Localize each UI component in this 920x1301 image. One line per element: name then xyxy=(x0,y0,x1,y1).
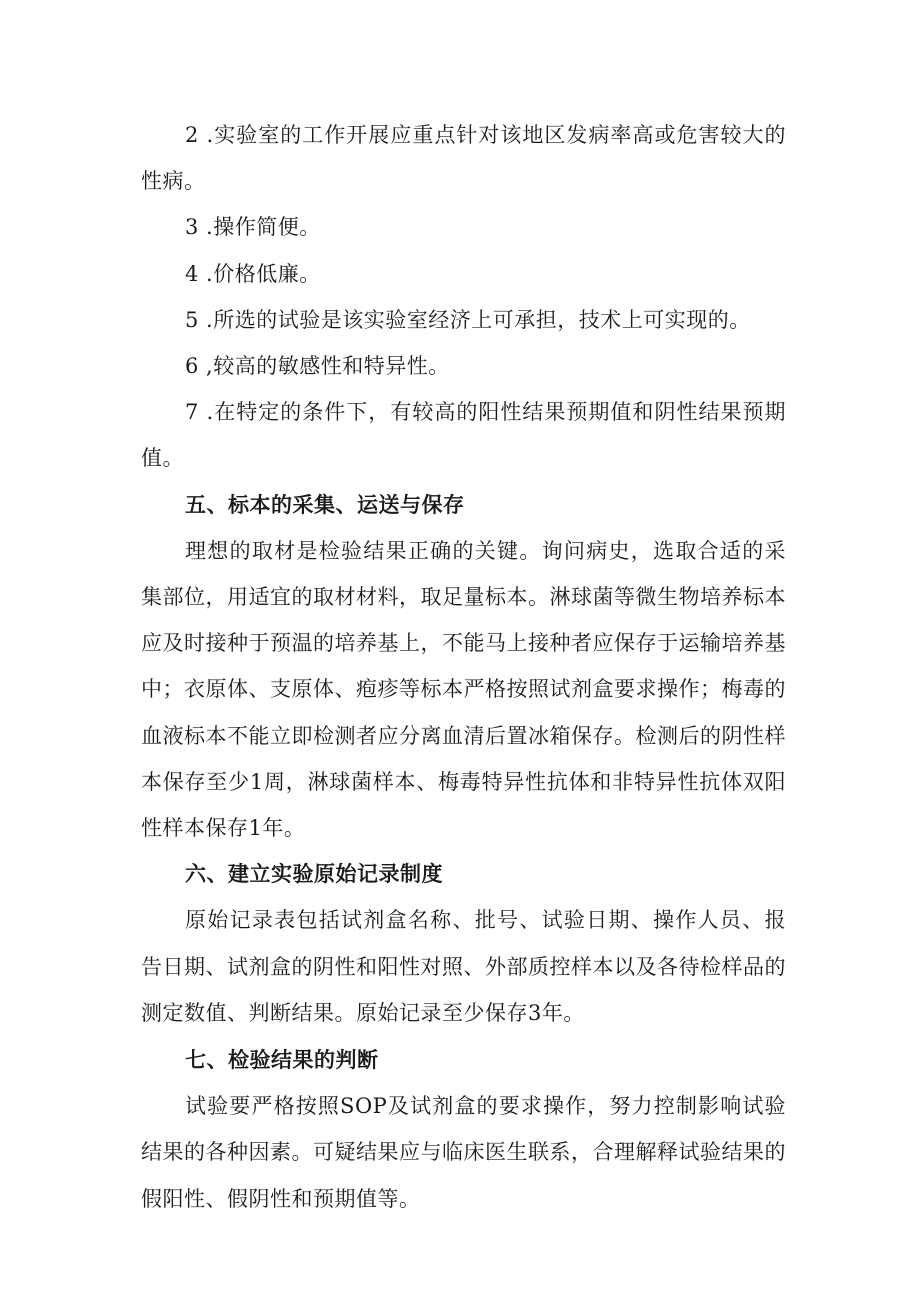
section-heading-7: 七、检验结果的判断 xyxy=(185,1048,379,1073)
list-item-2: 2 .实验室的工作开展应重点针对该地区发病率高或危害较大的性病。 xyxy=(141,123,786,194)
list-item-5: 5 .所选的试验是该实验室经济上可承担，技术上可实现的。 xyxy=(185,307,751,332)
document-body xyxy=(141,112,786,1222)
list-item-6: 6 ,较高的敏感性和特异性。 xyxy=(185,354,450,379)
section-body-7: 试验要严格按照SOP及试剂盒的要求操作，努力控制影响试验结果的各种因素。可疑结果应与临床医生联系，合理解释试验结果的假阳性、假阴性和预期值等。 xyxy=(141,1094,786,1211)
section-heading-6: 六、建立实验原始记录制度 xyxy=(185,862,443,887)
list-item-3: 3 .操作简便。 xyxy=(185,215,321,240)
section-body-5: 理想的取材是检验结果正确的关键。询问病史，选取合适的采集部位，用适宜的取材材料，取足量标本。淋球菌等微生物培养标本应及时接种于预温的培养基上，不能马上接种者应保存于运输培养基中；衣原体、支原体、疱疹等标本严格按照试剂盒要求操作；梅毒的血液标本不能立即检测者应分离血清后置冰箱保存。检测后的阴性样本保存至少1周，淋球菌样本、梅毒特异性抗体和非特异性抗体双阳性样本保存1年。 xyxy=(141,538,786,841)
section-heading-5: 五、标本的采集、运送与保存 xyxy=(185,492,465,517)
list-item-7: 7 .在特定的条件下，有较高的阳性结果预期值和阴性结果预期值。 xyxy=(141,400,786,471)
section-body-6: 原始记录表包括试剂盒名称、批号、试验日期、操作人员、报告日期、试剂盒的阴性和阳性对照、外部质控样本以及各待检样品的测定数值、判断结果。原始记录至少保存3年。 xyxy=(141,908,786,1025)
list-item-4: 4 .价格低廉。 xyxy=(185,261,321,286)
